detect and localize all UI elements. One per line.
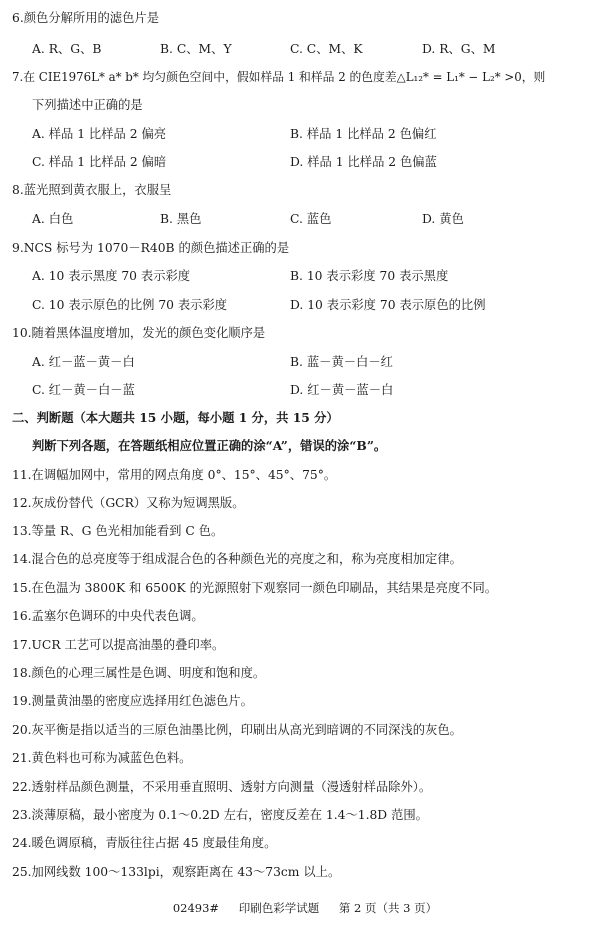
option-c: C. 10 表示原色的比例 70 表示彩度 bbox=[32, 298, 228, 312]
question-stem: 8.蓝光照到黄衣服上，衣服呈 bbox=[12, 183, 172, 197]
tf-question: 25.加网线数 100～133lpi，观察距离在 43～73cm 以上。 bbox=[12, 865, 341, 879]
question-stem: 10.随着黑体温度增加，发光的颜色变化顺序是 bbox=[12, 326, 266, 340]
option-c: C. 红－黄－白－蓝 bbox=[32, 383, 135, 397]
tf-question: 17.UCR 工艺可以提高油墨的叠印率。 bbox=[12, 638, 225, 652]
option-b: B. C、M、Y bbox=[160, 42, 232, 56]
tf-question: 12.灰成份替代（GCR）又称为短调黑版。 bbox=[12, 496, 245, 510]
option-a: A. 10 表示黑度 70 表示彩度 bbox=[32, 269, 191, 283]
option-a: A. 样品 1 比样品 2 偏亮 bbox=[32, 127, 167, 141]
question-stem: 9.NCS 标号为 1070－R40B 的颜色描述正确的是 bbox=[12, 241, 290, 255]
tf-question: 13.等量 R、G 色光相加能看到 C 色。 bbox=[12, 524, 224, 538]
exam-code: 02493# bbox=[172, 901, 220, 915]
tf-question: 15.在色温为 3800K 和 6500K 的光源照射下观察同一颜色印刷品，其结果是亮度不同。 bbox=[12, 581, 498, 595]
option-b: B. 10 表示彩度 70 表示黑度 bbox=[290, 269, 449, 283]
option-d: D. 样品 1 比样品 2 色偏蓝 bbox=[290, 155, 437, 169]
tf-question: 19.测量黄油墨的密度应选择用红色滤色片。 bbox=[12, 694, 253, 708]
question-stem: 6.颜色分解所用的滤色片是 bbox=[12, 11, 159, 25]
question-stem: 7.在 CIE1976L* a* b* 均匀颜色空间中，假如样品 1 和样品 2 的色度差△L₁₂* = L₁* − L₂* >0，则 bbox=[12, 70, 546, 84]
page-number: 第 2 页（共 3 页） bbox=[338, 901, 438, 915]
exam-title: 印刷色彩学试题 bbox=[238, 901, 320, 915]
option-b: B. 样品 1 比样品 2 色偏红 bbox=[290, 127, 437, 141]
page-footer bbox=[0, 900, 610, 916]
tf-question: 11.在调幅加网中，常用的网点角度 0°、15°、45°、75°。 bbox=[12, 468, 337, 482]
option-c: C. C、M、K bbox=[290, 42, 363, 56]
tf-question: 14.混合色的总亮度等于组成混合色的各种颜色光的亮度之和，称为亮度相加定律。 bbox=[12, 552, 462, 566]
tf-question: 18.颜色的心理三属性是色调、明度和饱和度。 bbox=[12, 666, 266, 680]
option-d: D. 10 表示彩度 70 表示原色的比例 bbox=[290, 298, 486, 312]
option-b: B. 蓝－黄－白－红 bbox=[290, 355, 393, 369]
option-c: C. 蓝色 bbox=[290, 212, 332, 226]
option-a: A. R、G、B bbox=[32, 42, 102, 56]
question-stem-continued: 下列描述中正确的是 bbox=[32, 98, 143, 112]
option-b: B. 黑色 bbox=[160, 212, 202, 226]
tf-question: 22.透射样品颜色测量，不采用垂直照明、透射方向测量（漫透射样品除外）。 bbox=[12, 780, 432, 794]
section-heading: 二、判断题（本大题共 15 小题，每小题 1 分，共 15 分） bbox=[12, 410, 339, 425]
option-c: C. 样品 1 比样品 2 偏暗 bbox=[32, 155, 167, 169]
tf-question: 16.孟塞尔色调环的中央代表色调。 bbox=[12, 609, 204, 623]
tf-question: 24.暖色调原稿，青版往往占据 45 度最佳角度。 bbox=[12, 836, 277, 850]
option-a: A. 白色 bbox=[32, 212, 74, 226]
option-d: D. 红－黄－蓝－白 bbox=[290, 383, 394, 397]
option-d: D. 黄色 bbox=[422, 212, 464, 226]
tf-question: 20.灰平衡是指以适当的三原色油墨比例，印刷出从高光到暗调的不同深浅的灰色。 bbox=[12, 723, 462, 737]
section-instruction: 判断下列各题，在答题纸相应位置正确的涂“A”，错误的涂“B”。 bbox=[32, 438, 387, 453]
option-a: A. 红－蓝－黄－白 bbox=[32, 355, 135, 369]
tf-question: 23.淡薄原稿，最小密度为 0.1～0.2D 左右，密度反差在 1.4～1.8D 范围。 bbox=[12, 808, 428, 822]
option-d: D. R、G、M bbox=[422, 42, 496, 56]
tf-question: 21.黄色料也可称为减蓝色色料。 bbox=[12, 751, 192, 765]
